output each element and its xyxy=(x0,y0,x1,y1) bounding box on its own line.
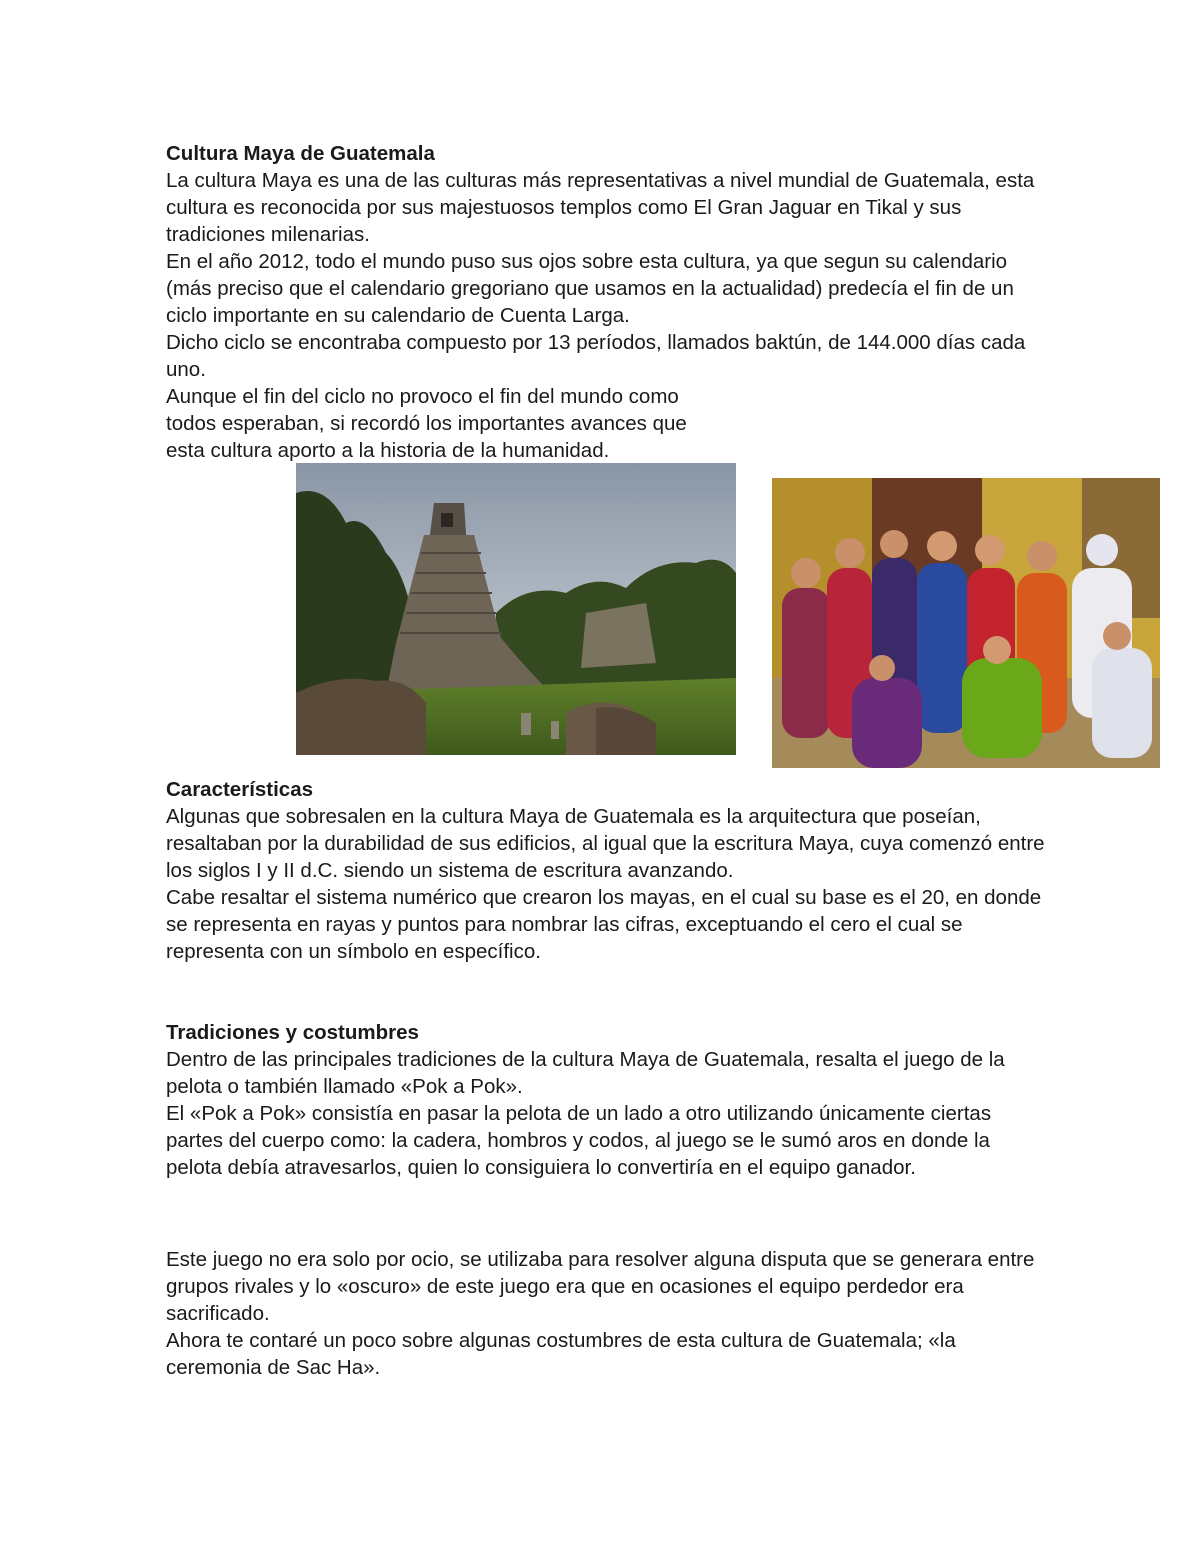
paragraph: Cabe resaltar el sistema numérico que crearon los mayas, en el cual su base es el 20, en donde se representa en rayas y puntos para nombrar las cifras, exceptuando el cero el cual se representa con un símbolo en específico. xyxy=(166,886,1042,963)
section-title-tradiciones: Tradiciones y costumbres xyxy=(166,1021,419,1044)
paragraph: Dicho ciclo se encontraba compuesto por 13 períodos, llamados baktún, de 144.000 días cada uno. xyxy=(166,331,1026,381)
paragraph: Aunque el fin del ciclo no provoco el fin del mundo como todos esperaban, si recordó los importantes avances que esta cultura aporto a la historia de la humanidad. xyxy=(166,385,687,462)
section-tradiciones xyxy=(166,1019,1046,1181)
paragraph: Dentro de las principales tradiciones de la cultura Maya de Guatemala, resalta el juego de la pelota o también llamado «Pok a Pok». xyxy=(166,1048,1005,1098)
paragraph: En el año 2012, todo el mundo puso sus ojos sobre esta cultura, ya que segun su calendario (más preciso que el calendario gregoriano que usamos en la actualidad) predecía el fin de un ciclo importante en su calendario de Cuenta Larga. xyxy=(166,250,1014,327)
paragraph: Ahora te contaré un poco sobre algunas costumbres de esta cultura de Guatemala; «la ceremonia de Sac Ha». xyxy=(166,1329,956,1379)
paragraph: La cultura Maya es una de las culturas más representativas a nivel mundial de Guatemala, esta cultura es reconocida por sus majestuosos templos como El Gran Jaguar en Tikal y sus tradiciones milenarias. xyxy=(166,169,1035,246)
section-intro xyxy=(166,140,1046,464)
temple-photo xyxy=(296,463,736,755)
section-costumbres xyxy=(166,1246,1046,1381)
women-illustration xyxy=(772,478,1160,768)
temple-illustration xyxy=(296,463,736,755)
section-title-caracteristicas: Características xyxy=(166,778,314,801)
section-caracteristicas xyxy=(166,776,1046,965)
section-title-cultura-maya: Cultura Maya de Guatemala xyxy=(166,142,435,165)
traditional-dress-photo xyxy=(772,478,1160,768)
paragraph: El «Pok a Pok» consistía en pasar la pelota de un lado a otro utilizando únicamente ciertas partes del cuerpo como: la cadera, hombros y codos, al juego se le sumó aros en donde la pelota debía atravesarlos, quien lo consiguiera lo convertiría en el equipo ganador. xyxy=(166,1102,992,1179)
paragraph: Este juego no era solo por ocio, se utilizaba para resolver alguna disputa que se generara entre grupos rivales y lo «oscuro» de este juego era que en ocasiones el equipo perdedor era sacrificado. xyxy=(166,1248,1035,1325)
paragraph: Algunas que sobresalen en la cultura Maya de Guatemala es la arquitectura que poseían, resaltaban por la durabilidad de sus edificios, al igual que la escritura Maya, cuya comenzó entre los siglos I y II d.C. siendo un sistema de escritura avanzando. xyxy=(166,805,1045,882)
